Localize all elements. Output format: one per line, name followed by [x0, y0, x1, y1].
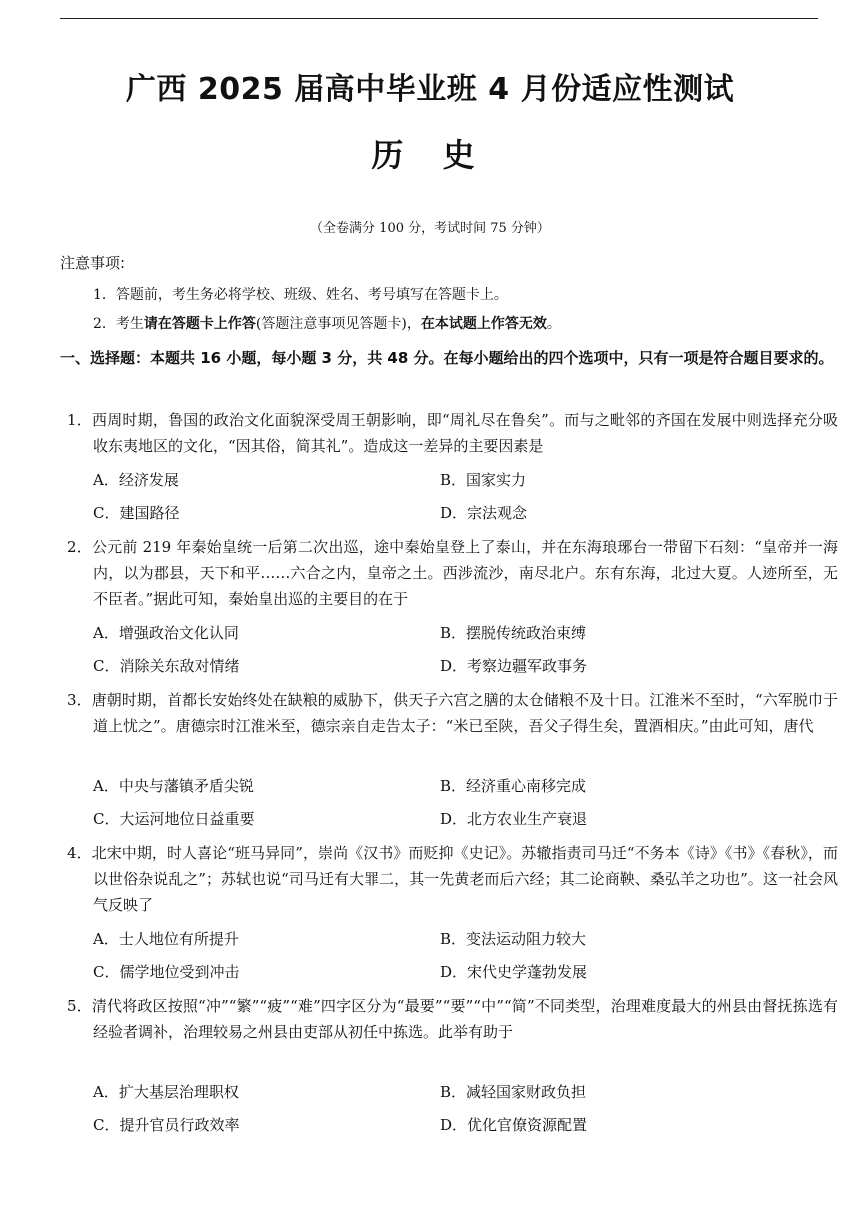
note-item-2 [93, 313, 561, 333]
note-item-2-bold-2: 在本试题上作答无效 [420, 316, 547, 332]
subject-title: 历 史 [371, 136, 489, 174]
question-2-option-b[interactable]: B．摆脱传统政治束缚 [440, 624, 587, 642]
exam-title: 广西 2025 届高中毕业班 4 月份适应性测试 [125, 72, 735, 107]
question-3-option-c[interactable]: C．大运河地位日益重要 [93, 810, 255, 828]
notes-title: 注意事项: [60, 254, 126, 272]
question-1-option-c[interactable]: C．建国路径 [93, 504, 180, 522]
question-2-stem: 2．公元前 219 年秦始皇统一后第二次出巡，途中秦始皇登上了泰山，并在东海琅琊台一带留下石刻：“皇帝并一海内，以为郡县，天下和平……六合之内，皇帝之土。西涉流沙，南尽北户。东有东海，北过大夏。人迹所至，无不臣者。”据此可知，秦始皇出巡的主要目的在于 [67, 538, 838, 608]
note-item-2-mid: (答题注意事项见答题卡)， [255, 316, 421, 332]
question-4-stem: 4．北宋中期，时人喜论“班马异同”，崇尚《汉书》而贬抑《史记》。苏辙指责司马迁“不务本《诗》《书》《春秋》，而以世俗杂说乱之”；苏轼也说“司马迁有大罪二，其一先黄老而后六经；其二论商鞅、桑弘羊之功也”。这一社会风气反映了 [67, 844, 838, 914]
question-3-stem: 3．唐朝时期，首都长安始终处在缺粮的威胁下，供天子六宫之膳的太仓储粮不及十日。江淮米不至时，“六军脱巾于道上忧之”。唐德宗时江淮米至，德宗亲自走告太子：“米已至陕，吾父子得生矣，置酒相庆。”由此可知，唐代 [67, 691, 838, 735]
question-4-option-d[interactable]: D．宋代史学蓬勃发展 [440, 963, 588, 981]
note-item-2-pre: 2．考生 [93, 316, 144, 332]
question-5-option-b[interactable]: B．减轻国家财政负担 [440, 1083, 587, 1101]
question-2-option-d[interactable]: D．考察边疆军政事务 [440, 657, 588, 675]
question-2-option-a[interactable]: A．增强政治文化认同 [93, 624, 239, 642]
question-5-option-d[interactable]: D．优化官僚资源配置 [440, 1116, 588, 1134]
question-1-option-b[interactable]: B．国家实力 [440, 471, 527, 489]
section-heading: 一、选择题：本题共 16 小题，每小题 3 分，共 48 分。在每小题给出的四个选项中，只有一项是符合题目要求的。 [60, 349, 834, 367]
question-1-stem: 1．西周时期，鲁国的政治文化面貌深受周王朝影响，即“周礼尽在鲁矣”。而与之毗邻的齐国在发展中则选择充分吸收东夷地区的文化，“因其俗，简其礼”。造成这一差异的主要因素是 [67, 411, 838, 455]
question-3-option-a[interactable]: A．中央与藩镇矛盾尖锐 [93, 777, 254, 795]
question-1-option-a[interactable]: A．经济发展 [93, 471, 179, 489]
question-5-option-c[interactable]: C．提升官员行政效率 [93, 1116, 240, 1134]
question-4-option-c[interactable]: C．儒学地位受到冲击 [93, 963, 240, 981]
question-2-option-c[interactable]: C．消除关东敌对情绪 [93, 657, 240, 675]
note-item-2-post: 。 [546, 316, 561, 332]
question-4-option-b[interactable]: B．变法运动阻力较大 [440, 930, 587, 948]
question-5-stem: 5．清代将政区按照“冲”“繁”“疲”“难”四字区分为“最要”“要”“中”“简”不同类型，治理难度最大的州县由督抚拣选有经验者调补，治理较易之州县由吏部从初任中拣选。此举有助于 [67, 997, 838, 1041]
question-1-option-d[interactable]: D．宗法观念 [440, 504, 528, 522]
question-3-option-d[interactable]: D．北方农业生产衰退 [440, 810, 588, 828]
exam-info: （全卷满分 100 分，考试时间 75 分钟） [310, 221, 550, 236]
top-rule [60, 18, 818, 19]
question-4-option-a[interactable]: A．士人地位有所提升 [93, 930, 239, 948]
note-item-2-bold-1: 请在答题卡上作答 [143, 316, 256, 332]
question-3-option-b[interactable]: B．经济重心南移完成 [440, 777, 587, 795]
question-5-option-a[interactable]: A．扩大基层治理职权 [93, 1083, 239, 1101]
note-item-1: 1．答题前，考生务必将学校、班级、姓名、考号填写在答题卡上。 [93, 287, 508, 303]
